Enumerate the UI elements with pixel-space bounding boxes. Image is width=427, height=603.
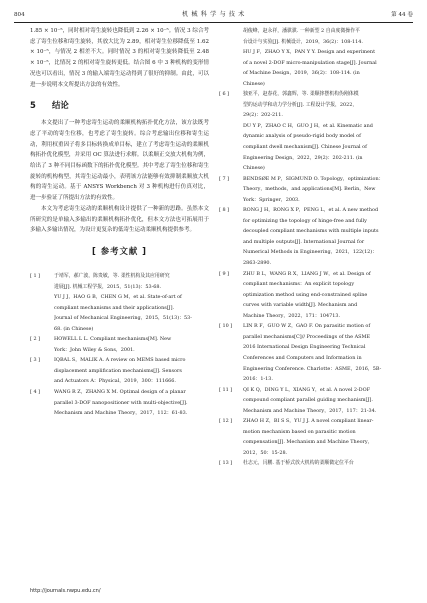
reference-text-line: Engineering Conference. Charlotte：ASME，2016，5B- — [243, 365, 382, 372]
reference-item — [219, 89, 401, 173]
reference-number: [ 6 ] — [219, 91, 230, 98]
reference-text-line: ZHU B L，WANG R X，LIANG J W，et al. Design of — [243, 270, 371, 277]
reference-text-line: of a novel 2-DOF micro-manipulation stage[J]. Journal — [243, 59, 377, 66]
reference-item — [219, 269, 401, 322]
reference-text-line: Numerical Methods in Engineering，2021，122(12)： — [243, 249, 378, 256]
reference-number: [ 8 ] — [219, 207, 230, 214]
section-title: 结论 — [52, 100, 69, 111]
reference-number: [ 12 ] — [219, 418, 233, 425]
reference-number: [ 11 ] — [219, 386, 233, 393]
reference-text-line: IQBAL S，MALIK A. A review on MEMS based micro — [54, 357, 186, 364]
reference-item — [30, 387, 209, 419]
reference-item — [219, 26, 401, 89]
reference-text-line: 于靖军，郝广波，陈贵敏，等. 柔性机构及其应用研究 — [54, 272, 170, 279]
reference-number: [ 10 ] — [219, 323, 233, 330]
right-column — [219, 26, 401, 469]
reference-text-line: Conferences and Computers and Information in — [243, 354, 362, 361]
reference-item — [30, 355, 209, 387]
reference-text-line: DU Y P，ZHAO C H，GUO J H，et al. Kinematic and — [243, 122, 373, 129]
reference-number: [ 9 ] — [219, 270, 230, 277]
running-header — [14, 9, 413, 21]
reference-text-line: 型的运动学和动力学分析[J]. 工程设计学报，2022， — [243, 101, 358, 108]
reference-text-line: LIN R F，GUO W Z，GAO F. On parasitic motion of — [243, 323, 371, 330]
reference-text-line: HOWELL L L. Compliant mechanisms[M]. New — [54, 336, 172, 343]
reference-text-line: BENDSØE M P，SIGMUND O. Topology，optimization： — [243, 175, 384, 182]
section-number: 5 — [30, 100, 36, 111]
reference-text-line: 独亚平，赵春花，郭鑫辉，等. 柔顺摔摆机构伪刚体模 — [243, 91, 359, 98]
page-number: 804 — [14, 12, 25, 18]
reference-text-line: Chinese) — [243, 165, 265, 172]
reference-text-line: Mechanism and Machine Theory，2017，112：61-83. — [54, 410, 188, 417]
reference-text-line: ZHAO H Z，BI S S，YU J J. A novel compliant linear- — [243, 418, 374, 425]
reference-text-line: WANG R Z，ZHANG X M. Optimal design of a planar — [54, 388, 186, 395]
reference-text-line: of Machine Design，2019，36(2)：108-114. (in — [243, 70, 360, 77]
reference-item — [30, 334, 209, 355]
reference-item — [219, 416, 401, 458]
reference-text-line: curves with variable width[J]. Mechanism and — [243, 302, 358, 309]
reference-list-left — [30, 271, 209, 419]
reference-text-line: compliant mechanisms：An explicit topology — [243, 281, 355, 288]
reference-text-line: 2016：1-13. — [243, 376, 273, 383]
reference-number: [ 13 ] — [219, 460, 233, 467]
intro-paragraph: 1.85 × 10⁻⁵，同时相对寄生旋转也降低到 2.26 × 10⁻⁵。情况 3 综合考虑了寄生位移和寄生旋转，其放大比为 2.89，相对寄生位移降低至 1.62 × 10⁻⁵，与情况 2 相差不大。同时情况 3 的相对寄生旋转降低至 2.48 × 10⁻⁵，比情况 2 的相对寄生旋转更低。结合图 6 中 3 种机构的变形情况也可以看出，情况 3 的输入端寄生运动得到了很好的抑制。由此，可以进一步说明本文所提出方法的有效性。 — [30, 28, 209, 88]
reference-number: [ 1 ] — [30, 272, 41, 279]
section-heading — [30, 99, 209, 111]
reference-text-line: optimization method using end-constrained spline — [243, 291, 368, 298]
reference-text-line: decoupled compliant mechanisms with multiple inputs — [243, 228, 379, 235]
conclusion-paragraph-1: 本文提出了一种考虑寄生运动的柔顺机构拓扑优化方法，该方法既考虑了平动的寄生位移，也考虑了寄生旋转。综合考虑输出位移和寄生运动，利用权重因子将多目标转换成单目标，建立了考虑寄生运动的柔顺机构拓扑优化模型，并采用 OC 算法进行求解。以柔顺正交放大机构为例，给出了 3 种不同目标函数下的拓扑优化模型。其中考虑了寄生位移和寄生旋转的机构构型，其寄生运动最小，表明该方法能够有效抑制柔顺放大机构的寄生运动。基于 ANSYS Workbench 对 3 种机构进行仿真对比，进一步验证了所提出方法的有效性。 — [30, 120, 209, 202]
reference-text-line: displacement amplification mechanisms[J]. Sensors — [54, 367, 182, 374]
reference-text-line: RONG J H，RONG X P，PENG L，et al. A new method — [243, 207, 379, 214]
reference-number: [ 7 ] — [219, 175, 230, 182]
reference-text-line: parallel mechanisms[C]// Proceedings of the ASME — [243, 333, 371, 340]
reference-text-line: Journal of Mechanical Engineering，2015，51(13)：53- — [54, 315, 192, 322]
header-rule — [14, 22, 413, 23]
reference-number: [ 2 ] — [30, 336, 41, 343]
reference-text-line: motion mechanism based on parasitic motion — [243, 428, 356, 435]
reference-text-line: 杜志元，闫鹏. 基于桥式放大机构的柔顺微定位平台 — [243, 460, 354, 467]
reference-text-line: compliant dwell mechanism[J]. Chinese Journal of — [243, 144, 367, 151]
reference-text-line: HU J F，ZHAO Y X，PAN Y Y. Design and experiment — [243, 49, 376, 56]
volume-label: 第 44 卷 — [391, 12, 413, 18]
reference-text-line: compound compliant parallel guiding mechanism[J]. — [243, 397, 373, 404]
reference-text-line: 进展[J]. 机械工程学报，2015，51(13)：53-68. — [54, 283, 162, 290]
reference-text-line: for optimizing the topology of hinge-free and fully — [243, 217, 367, 224]
reference-text-line: 胡俊峰，赵永祥，潘骐骐. 一种新型 2 自由度微操作平 — [243, 28, 360, 34]
reference-text-line: York：Springer，2003. — [243, 196, 300, 203]
reference-text-line: Engineering Design，2022，29(2)：202-211. (in — [243, 154, 363, 161]
reference-text-line: and Actuators A：Physical，2019，300：111666. — [54, 378, 176, 385]
reference-text-line: Theory，methods，and applications[M]. Berlin，New — [243, 186, 376, 193]
reference-text-line: York：John Wiley & Sons，2001. — [54, 346, 135, 353]
left-column — [30, 26, 209, 419]
reference-text-line: 29(2)：202-211. — [243, 112, 283, 119]
reference-text-line: 2016 International Design Engineering Technical — [243, 344, 366, 351]
reference-text-line: and multiple outputs[J]. International Journal for — [243, 238, 365, 245]
reference-text-line: compensation[J]. Mechanism and Machine Theory， — [243, 439, 373, 446]
reference-text-line: QI K Q，DING Y L，XIANG Y，et al. A novel 2-DOF — [243, 386, 370, 393]
reference-text-line: 2012，50：15-28. — [243, 449, 288, 456]
reference-text-line: YU J J，HAO G B，CHEN G M，et al. State-of-art of — [54, 294, 182, 301]
reference-item — [219, 205, 401, 268]
reference-text-line: Machine Theory，2022，171：104713. — [243, 312, 341, 319]
reference-item — [219, 385, 401, 417]
reference-text-line: Mechanism and Machine Theory，2017，117：21-34. — [243, 407, 377, 414]
references-title: [ 参考文献 ] — [92, 245, 147, 256]
reference-number: [ 3 ] — [30, 357, 41, 364]
reference-list-right — [219, 26, 401, 469]
reference-text-line: 2863-2890. — [243, 260, 272, 267]
reference-text-line: 台设计与实验[J]. 机械设计，2019，36(2)：108-114. — [243, 38, 363, 45]
journal-url: http://journals.nwpu.edu.cn/ — [30, 588, 101, 594]
reference-item — [219, 174, 401, 206]
reference-text-line: Chinese) — [243, 80, 265, 87]
reference-number: [ 4 ] — [30, 388, 41, 395]
reference-item — [30, 271, 209, 334]
reference-item — [219, 458, 401, 469]
journal-title: 机 械 科 学 与 技 术 — [182, 11, 245, 18]
conclusion-paragraph-2: 本文为考虑寄生运动的柔顺机构设计提供了一种新的思路。虽然本文所研究的是单输入多输出的柔顺机构拓扑优化，但本文方法也可拓展用于多输入多输出情况，为设计更复杂的低寄生运动柔顺机构提供参考。 — [30, 205, 209, 234]
reference-text-line: 68. (in Chinese) — [54, 325, 94, 332]
reference-item — [219, 321, 401, 384]
reference-text-line: dynamic analysis of pseudo-rigid body model of — [243, 133, 361, 140]
reference-text-line: parallel 3-DOF nanopositioner with multi-objective[J]. — [54, 399, 188, 406]
reference-text-line: compliant mechanisms and their applications[J]. — [54, 304, 175, 311]
